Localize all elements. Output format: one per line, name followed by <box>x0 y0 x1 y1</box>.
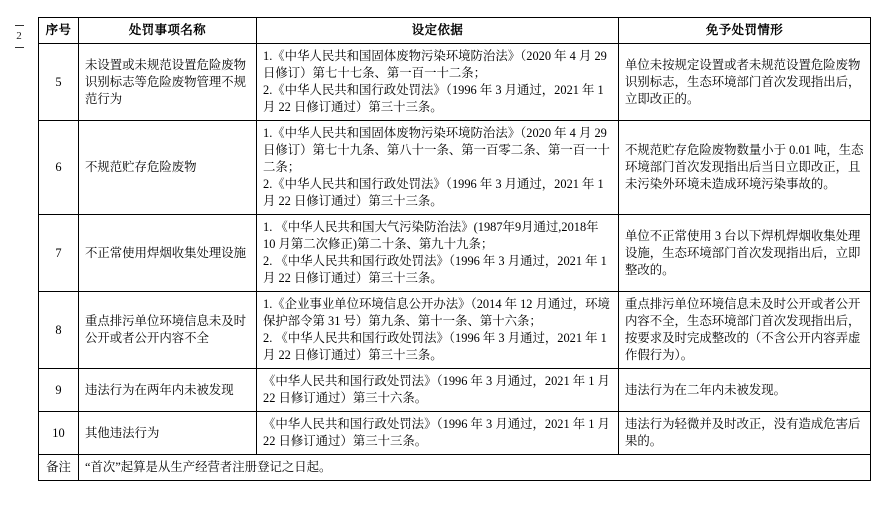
column-header-name: 处罚事项名称 <box>79 18 257 44</box>
remark-label: 备注 <box>39 455 79 481</box>
cell-name: 不正常使用焊烟收集处理设施 <box>79 215 257 292</box>
cell-basis <box>257 44 619 121</box>
column-header-index: 序号 <box>39 18 79 44</box>
cell-basis <box>257 369 619 412</box>
cell-exemption: 单位未按规定设置或者未规范设置危险废物识别标志，生态环境部门首次发现指出后，立即改正的。 <box>619 44 871 121</box>
column-header-basis: 设定依据 <box>257 18 619 44</box>
table-row <box>39 412 871 455</box>
table-body <box>39 44 871 481</box>
cell-exemption: 违法行为在二年内未被发现。 <box>619 369 871 412</box>
basis-item: 2.《中华人民共和国行政处罚法》（1996 年 3 月通过，2021 年 1 月 22 日修订通过）第三十三条。 <box>263 83 604 114</box>
table-row <box>39 44 871 121</box>
cell-index: 10 <box>39 412 79 455</box>
cell-name: 违法行为在两年内未被发现 <box>79 369 257 412</box>
penalty-exemption-table <box>38 17 871 481</box>
cell-index: 5 <box>39 44 79 121</box>
cell-basis <box>257 215 619 292</box>
cell-basis <box>257 292 619 369</box>
page-margin-marker <box>8 22 30 48</box>
margin-rule-bottom <box>15 47 24 48</box>
cell-index: 6 <box>39 121 79 215</box>
cell-basis <box>257 121 619 215</box>
table-header-row <box>39 18 871 44</box>
table-remark-row <box>39 455 871 481</box>
column-header-exemption: 免予处罚情形 <box>619 18 871 44</box>
cell-name: 其他违法行为 <box>79 412 257 455</box>
table-row <box>39 215 871 292</box>
cell-exemption: 不规范贮存危险废物数量小于 0.01 吨，生态环境部门首次发现指出后当日立即改正，且未污染外环境未造成环境污染事故的。 <box>619 121 871 215</box>
basis-item: 1.《中华人民共和国固体废物污染环境防治法》（2020 年 4 月 29 日修订）第七十七条、第一百一十二条； <box>263 49 607 80</box>
cell-name: 重点排污单位环境信息未及时公开或者公开内容不全 <box>79 292 257 369</box>
basis-item: 1. 《中华人民共和国大气污染防治法》(1987年9月通过,2018年 10 月第二次修正)第二十条、第九十九条； <box>263 220 599 251</box>
table-row <box>39 292 871 369</box>
table-header <box>39 18 871 44</box>
cell-exemption: 违法行为轻微并及时改正，没有造成危害后果的。 <box>619 412 871 455</box>
cell-exemption: 重点排污单位环境信息未及时公开或者公开内容不全，生态环境部门首次发现指出后，按要求及时完成整改的（不含公开内容弄虚作假行为）。 <box>619 292 871 369</box>
basis-item: 《中华人民共和国行政处罚法》（1996 年 3 月通过，2021 年 1 月 22 日修订通过）第三十三条。 <box>263 417 610 448</box>
cell-name: 未设置或未规范设置危险废物识别标志等危险废物管理不规范行为 <box>79 44 257 121</box>
cell-index: 7 <box>39 215 79 292</box>
page-number: 2 <box>16 30 22 42</box>
basis-item: 2. 《中华人民共和国行政处罚法》（1996 年 3 月通过，2021 年 1 月 22 日修订通过）第三十三条。 <box>263 331 607 362</box>
cell-index: 9 <box>39 369 79 412</box>
basis-item: 2.《中华人民共和国行政处罚法》（1996 年 3 月通过，2021 年 1 月 22 日修订通过）第三十三条。 <box>263 177 604 208</box>
margin-rule-top <box>15 25 24 26</box>
basis-item: 1.《企业事业单位环境信息公开办法》（2014 年 12 月通过，环境保护部令第 31 号）第九条、第十一条、第十六条； <box>263 297 610 328</box>
basis-item: 1.《中华人民共和国固体废物污染环境防治法》（2020 年 4 月 29 日修订）第七十九条、第八十一条、第一百零二条、第一百一十二条； <box>263 126 610 174</box>
cell-index: 8 <box>39 292 79 369</box>
table-row <box>39 121 871 215</box>
table-row <box>39 369 871 412</box>
basis-item: 《中华人民共和国行政处罚法》（1996 年 3 月通过，2021 年 1 月 22 日修订通过）第三十六条。 <box>263 374 610 405</box>
remark-text: “首次”起算是从生产经营者注册登记之日起。 <box>79 455 871 481</box>
cell-name: 不规范贮存危险废物 <box>79 121 257 215</box>
cell-basis <box>257 412 619 455</box>
basis-item: 2. 《中华人民共和国行政处罚法》（1996 年 3 月通过，2021 年 1 月 22 日修订通过）第三十三条。 <box>263 254 607 285</box>
cell-exemption: 单位不正常使用 3 台以下焊机焊烟收集处理设施，生态环境部门首次发现指出后，立即整改的。 <box>619 215 871 292</box>
